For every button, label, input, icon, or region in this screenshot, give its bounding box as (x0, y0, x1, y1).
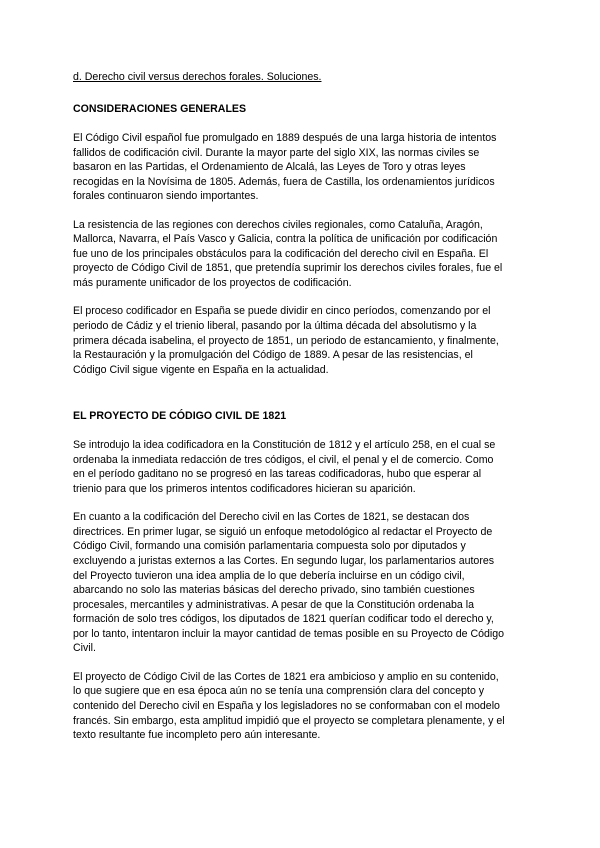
paragraph-line: directrices. En primer lugar, se siguió un enfoque metodológico al redactar el Proyecto de (73, 525, 493, 538)
paragraph-line: El proyecto de Código Civil de las Cortes de 1821 era ambicioso y amplio en su contenido, (73, 670, 499, 683)
paragraph-line: lo que sugiere que en esa época aún no se tenía una comprensión clara del concepto y (73, 685, 485, 698)
paragraph-line: El proceso codificador en España se puede dividir en cinco períodos, comenzando por el (73, 305, 491, 318)
paragraph-5 (73, 510, 533, 655)
paragraph-line: excluyendo a juristas externos a las Cortes. En segundo lugar, los parlamentarios autores (73, 555, 495, 568)
paragraph-line: la Restauración y la promulgación del Código de 1889. A pesar de las resistencias, el (73, 349, 473, 362)
paragraph-6 (73, 670, 533, 743)
paragraph-line: Civil. (73, 642, 96, 655)
document-page (73, 70, 533, 757)
paragraph-2 (73, 218, 533, 291)
paragraph-line: texto resultante fue incompleto pero aún interesante. (73, 729, 321, 742)
paragraph-line: procesales, mercantiles y administrativas. A pesar de que la Constitución ordenaba la (73, 598, 475, 611)
paragraph-line: francés. Sin embargo, esta amplitud impidió que el proyecto se completara plenamente, y el (73, 714, 505, 727)
paragraph-line: Mallorca, Navarra, el País Vasco y Galicia, contra la política de unificación por codificación (73, 233, 498, 246)
paragraph-line: Código Civil sigue vigente en España en la actualidad. (73, 363, 329, 376)
paragraph-line: abarcando no solo las materias básicas del derecho privado, sino también cuestiones (73, 584, 475, 597)
paragraph-line: ordenaba la inmediata redacción de tres códigos, el civil, el penal y el de comercio. Como (73, 453, 494, 466)
section-heading-consideraciones: CONSIDERACIONES GENERALES (73, 103, 247, 115)
paragraph-line: Se introdujo la idea codificadora en la Constitución de 1812 y el artículo 258, en el cual se (73, 439, 496, 452)
paragraph-line: periodo de Cádiz y el trienio liberal, pasando por la última década del absolutismo y la (73, 320, 477, 333)
paragraph-line: recogidas en la Novísima de 1805. Además, fuera de Castilla, los ordenamientos jurídicos (73, 175, 495, 188)
paragraph-line: contenido del Derecho civil en España y los legisladores no se conformaban con el modelo (73, 699, 500, 712)
paragraph-line: El Código Civil español fue promulgado en 1889 después de una larga historia de intentos (73, 132, 497, 144)
document-subtitle: d. Derecho civil versus derechos forales. Soluciones. (73, 71, 322, 83)
paragraph-line: fallidos de codificación civil. Durante la mayor parte del siglo XIX, las normas civiles se (73, 146, 480, 159)
paragraph-4 (73, 438, 533, 496)
paragraph-line: fue uno de los principales obstáculos para la codificación del derecho civil en España. El (73, 247, 489, 260)
paragraph-line: por lo tanto, intentaron incluir la mayor cantidad de temas posible en su Proyecto de Código (73, 627, 505, 640)
paragraph-line: En cuanto a la codificación del Derecho civil en las Cortes de 1821, se destacan dos (73, 511, 470, 524)
paragraph-line: trienio para que los primeros intentos codificadores hicieran su aparición. (73, 482, 416, 495)
paragraph-3 (73, 304, 533, 377)
paragraph-line: Código Civil, formando una comisión parlamentaria compuesta solo por diputados y (73, 540, 466, 553)
paragraph-line: del Proyecto tuvieron una idea amplia de lo que debería incluirse en un código civil, (73, 569, 465, 582)
paragraph-line: en el período gaditano no se progresó en las tareas codificadoras, hubo que esperar al (73, 468, 482, 481)
paragraph-line: más puramente unificador de los proyectos de codificación. (73, 276, 352, 289)
paragraph-1 (73, 131, 533, 204)
paragraph-line: primera década isabelina, el proyecto de 1851, un periodo de estancamiento, y finalmente, (73, 334, 499, 347)
paragraph-line: forales continuaron siendo importantes. (73, 190, 259, 203)
paragraph-line: formación de solo tres códigos, los diputados de 1821 querían codificar todo el derecho y, (73, 613, 494, 626)
paragraph-line: proyecto de Código Civil de 1851, que pretendía suprimir los derechos civiles forales, fue el (73, 262, 503, 275)
section-heading-proyecto-1821: EL PROYECTO DE CÓDIGO CIVIL DE 1821 (73, 410, 287, 423)
paragraph-line: basaron en las Partidas, el Ordenamiento de Alcalá, las Leyes de Toro y otras leyes (73, 161, 466, 174)
paragraph-line: La resistencia de las regiones con derechos civiles regionales, como Cataluña, Aragón, (73, 218, 483, 231)
